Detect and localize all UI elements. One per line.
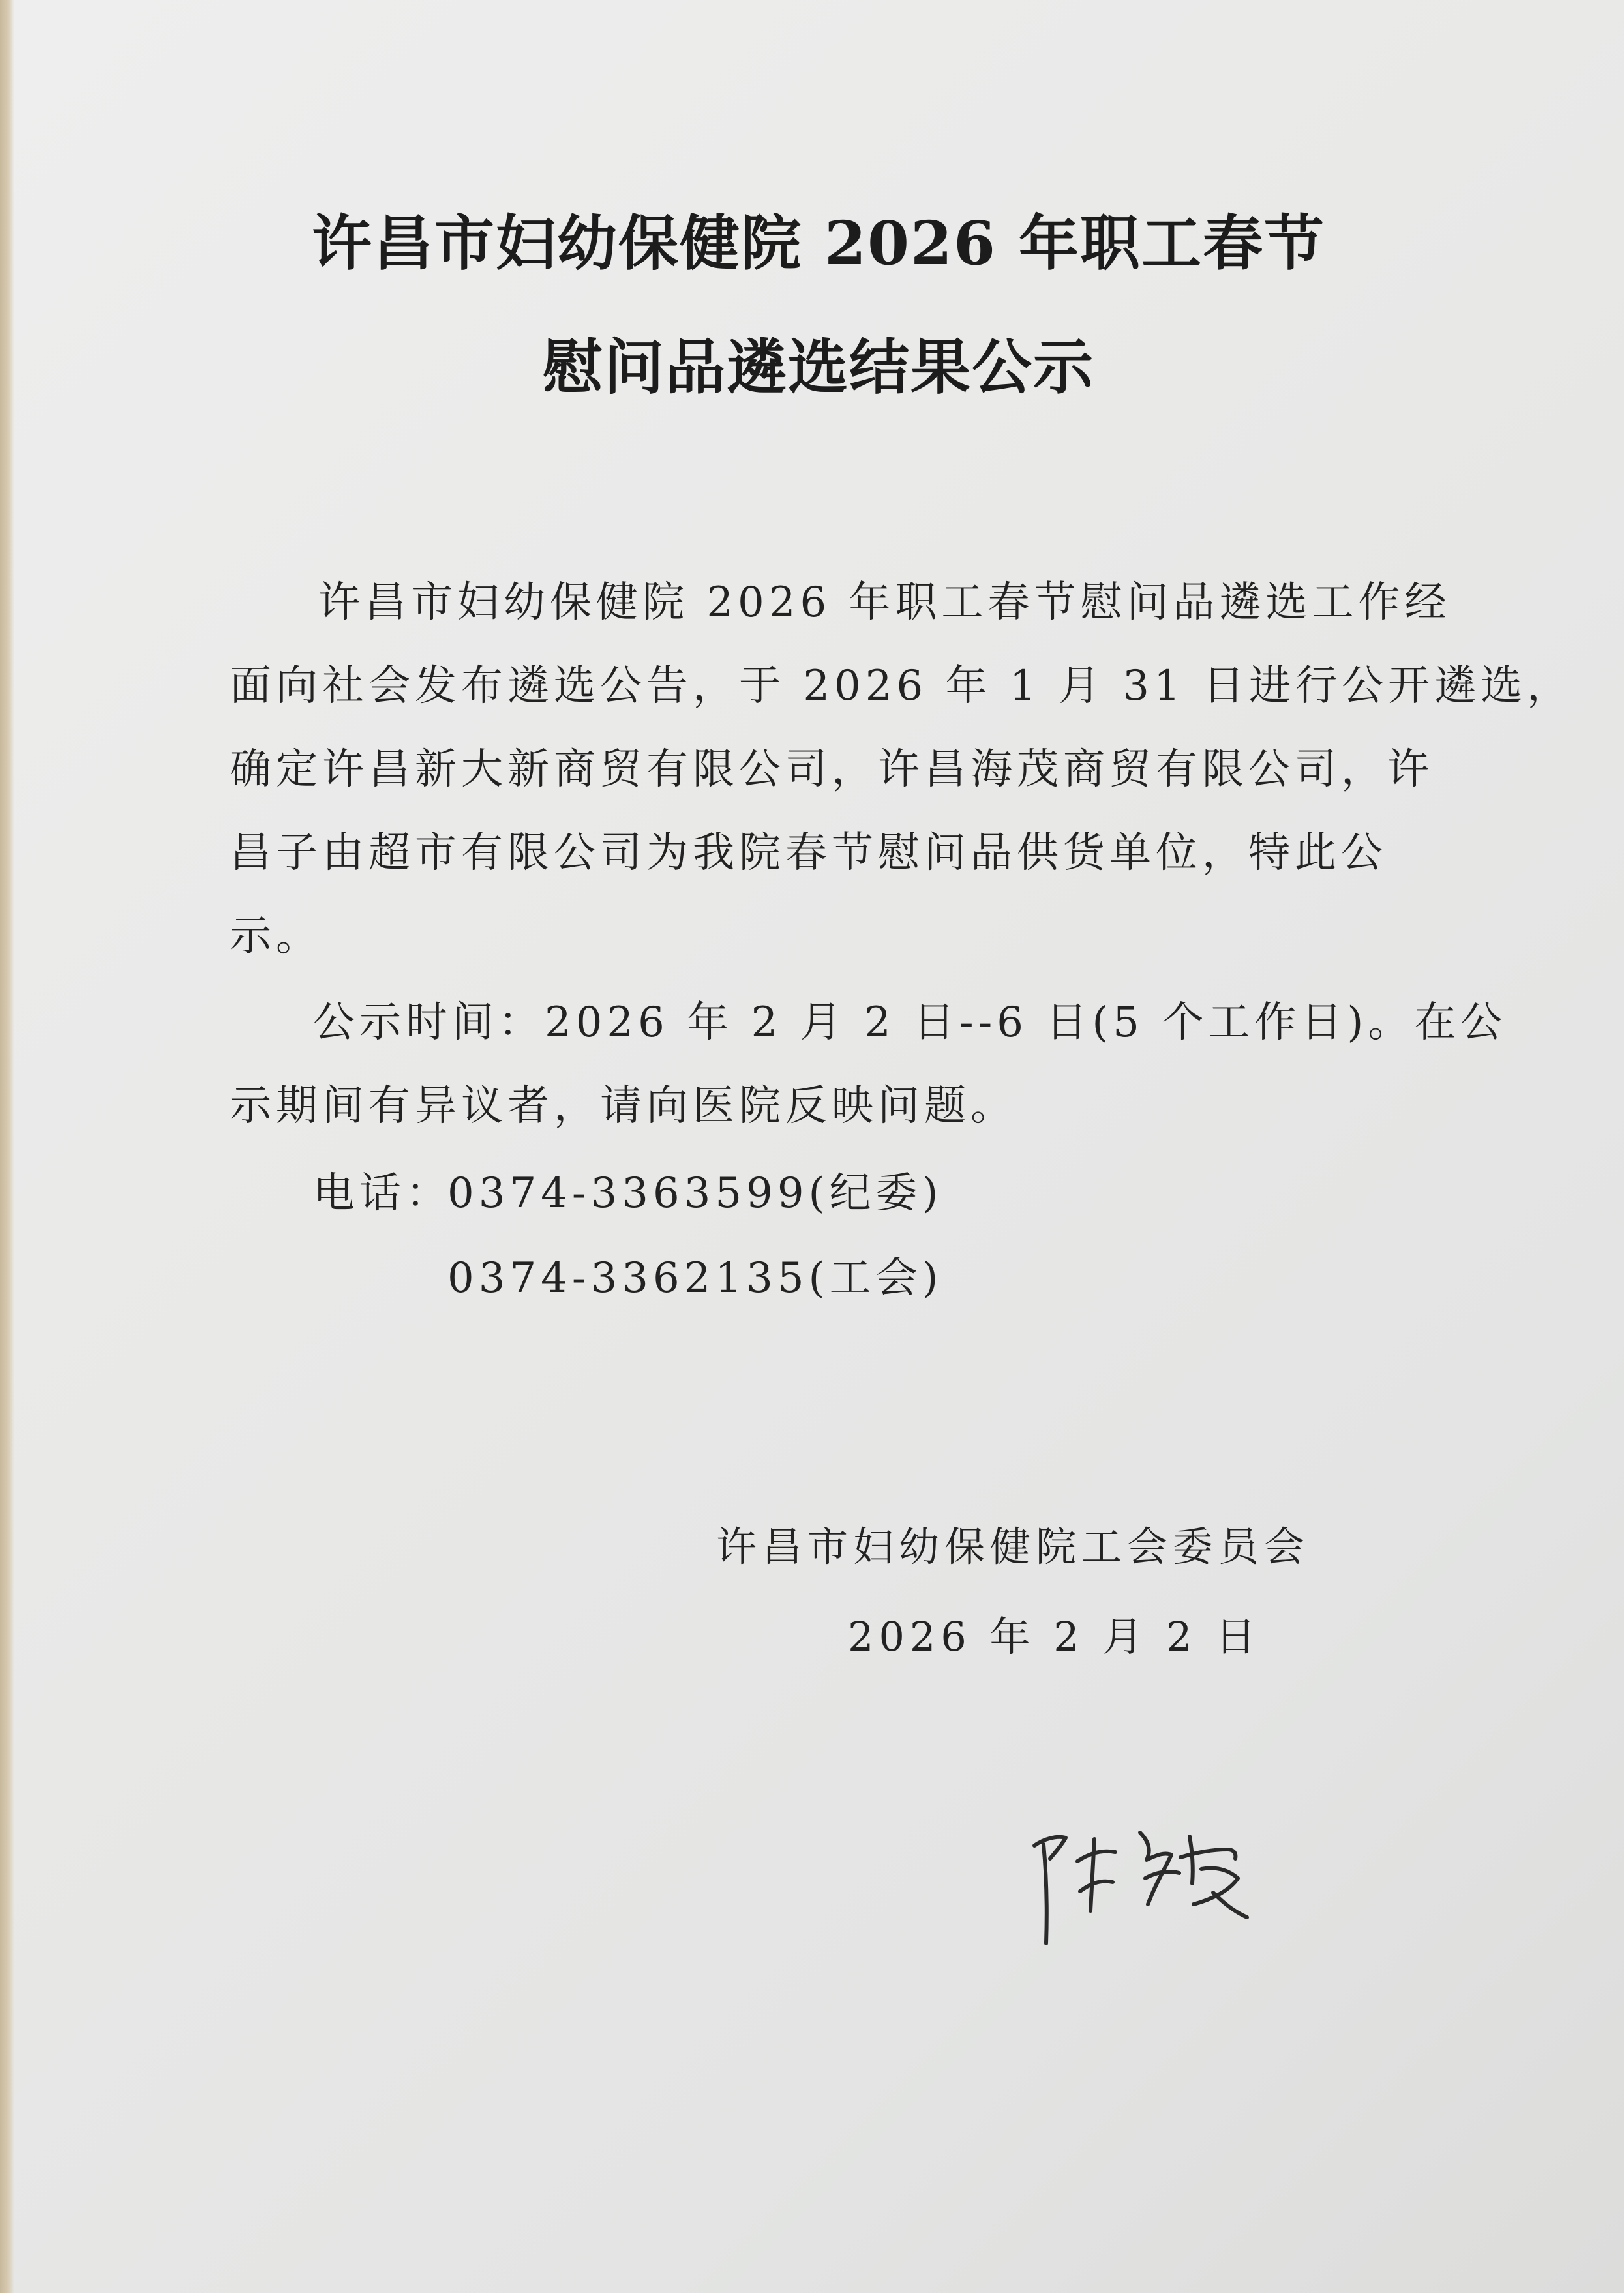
handwritten-signature <box>1017 1806 1265 1956</box>
phone-number-1: 0374-3363599(纪委) <box>447 1169 943 1218</box>
paragraph1-line2: 面向社会发布遴选公告，于 2026 年 1 月 31 日进行公开遴选， <box>230 662 1574 710</box>
paragraph1-line4: 昌子由超市有限公司为我院春节慰问品供货单位，特此公 <box>230 829 1387 877</box>
issue-date: 2026 年 2 月 2 日 <box>848 1613 1261 1660</box>
document-title-line2: 慰问品遴选结果公示 <box>542 332 1094 402</box>
paragraph2-line2: 示期间有异议者，请向医院反映问题。 <box>230 1082 1017 1130</box>
issuer-name: 许昌市妇幼保健院工会委员会 <box>716 1523 1310 1570</box>
document-title-line1: 许昌市妇幼保健院 2026 年职工春节 <box>311 208 1326 278</box>
paragraph1-line5: 示。 <box>230 912 322 961</box>
paragraph1-line1: 许昌市妇幼保健院 2026 年职工春节慰问品遴选工作经 <box>318 578 1451 627</box>
phone-number-2: 0374-3362135(工会) <box>447 1254 943 1302</box>
paragraph1-line3: 确定许昌新大新商贸有限公司，许昌海茂商贸有限公司，许 <box>230 745 1434 794</box>
phone-label: 电话： <box>313 1169 452 1218</box>
paragraph2-line1: 公示时间：2026 年 2 月 2 日--6 日(5 个工作日)。在公 <box>313 998 1507 1047</box>
